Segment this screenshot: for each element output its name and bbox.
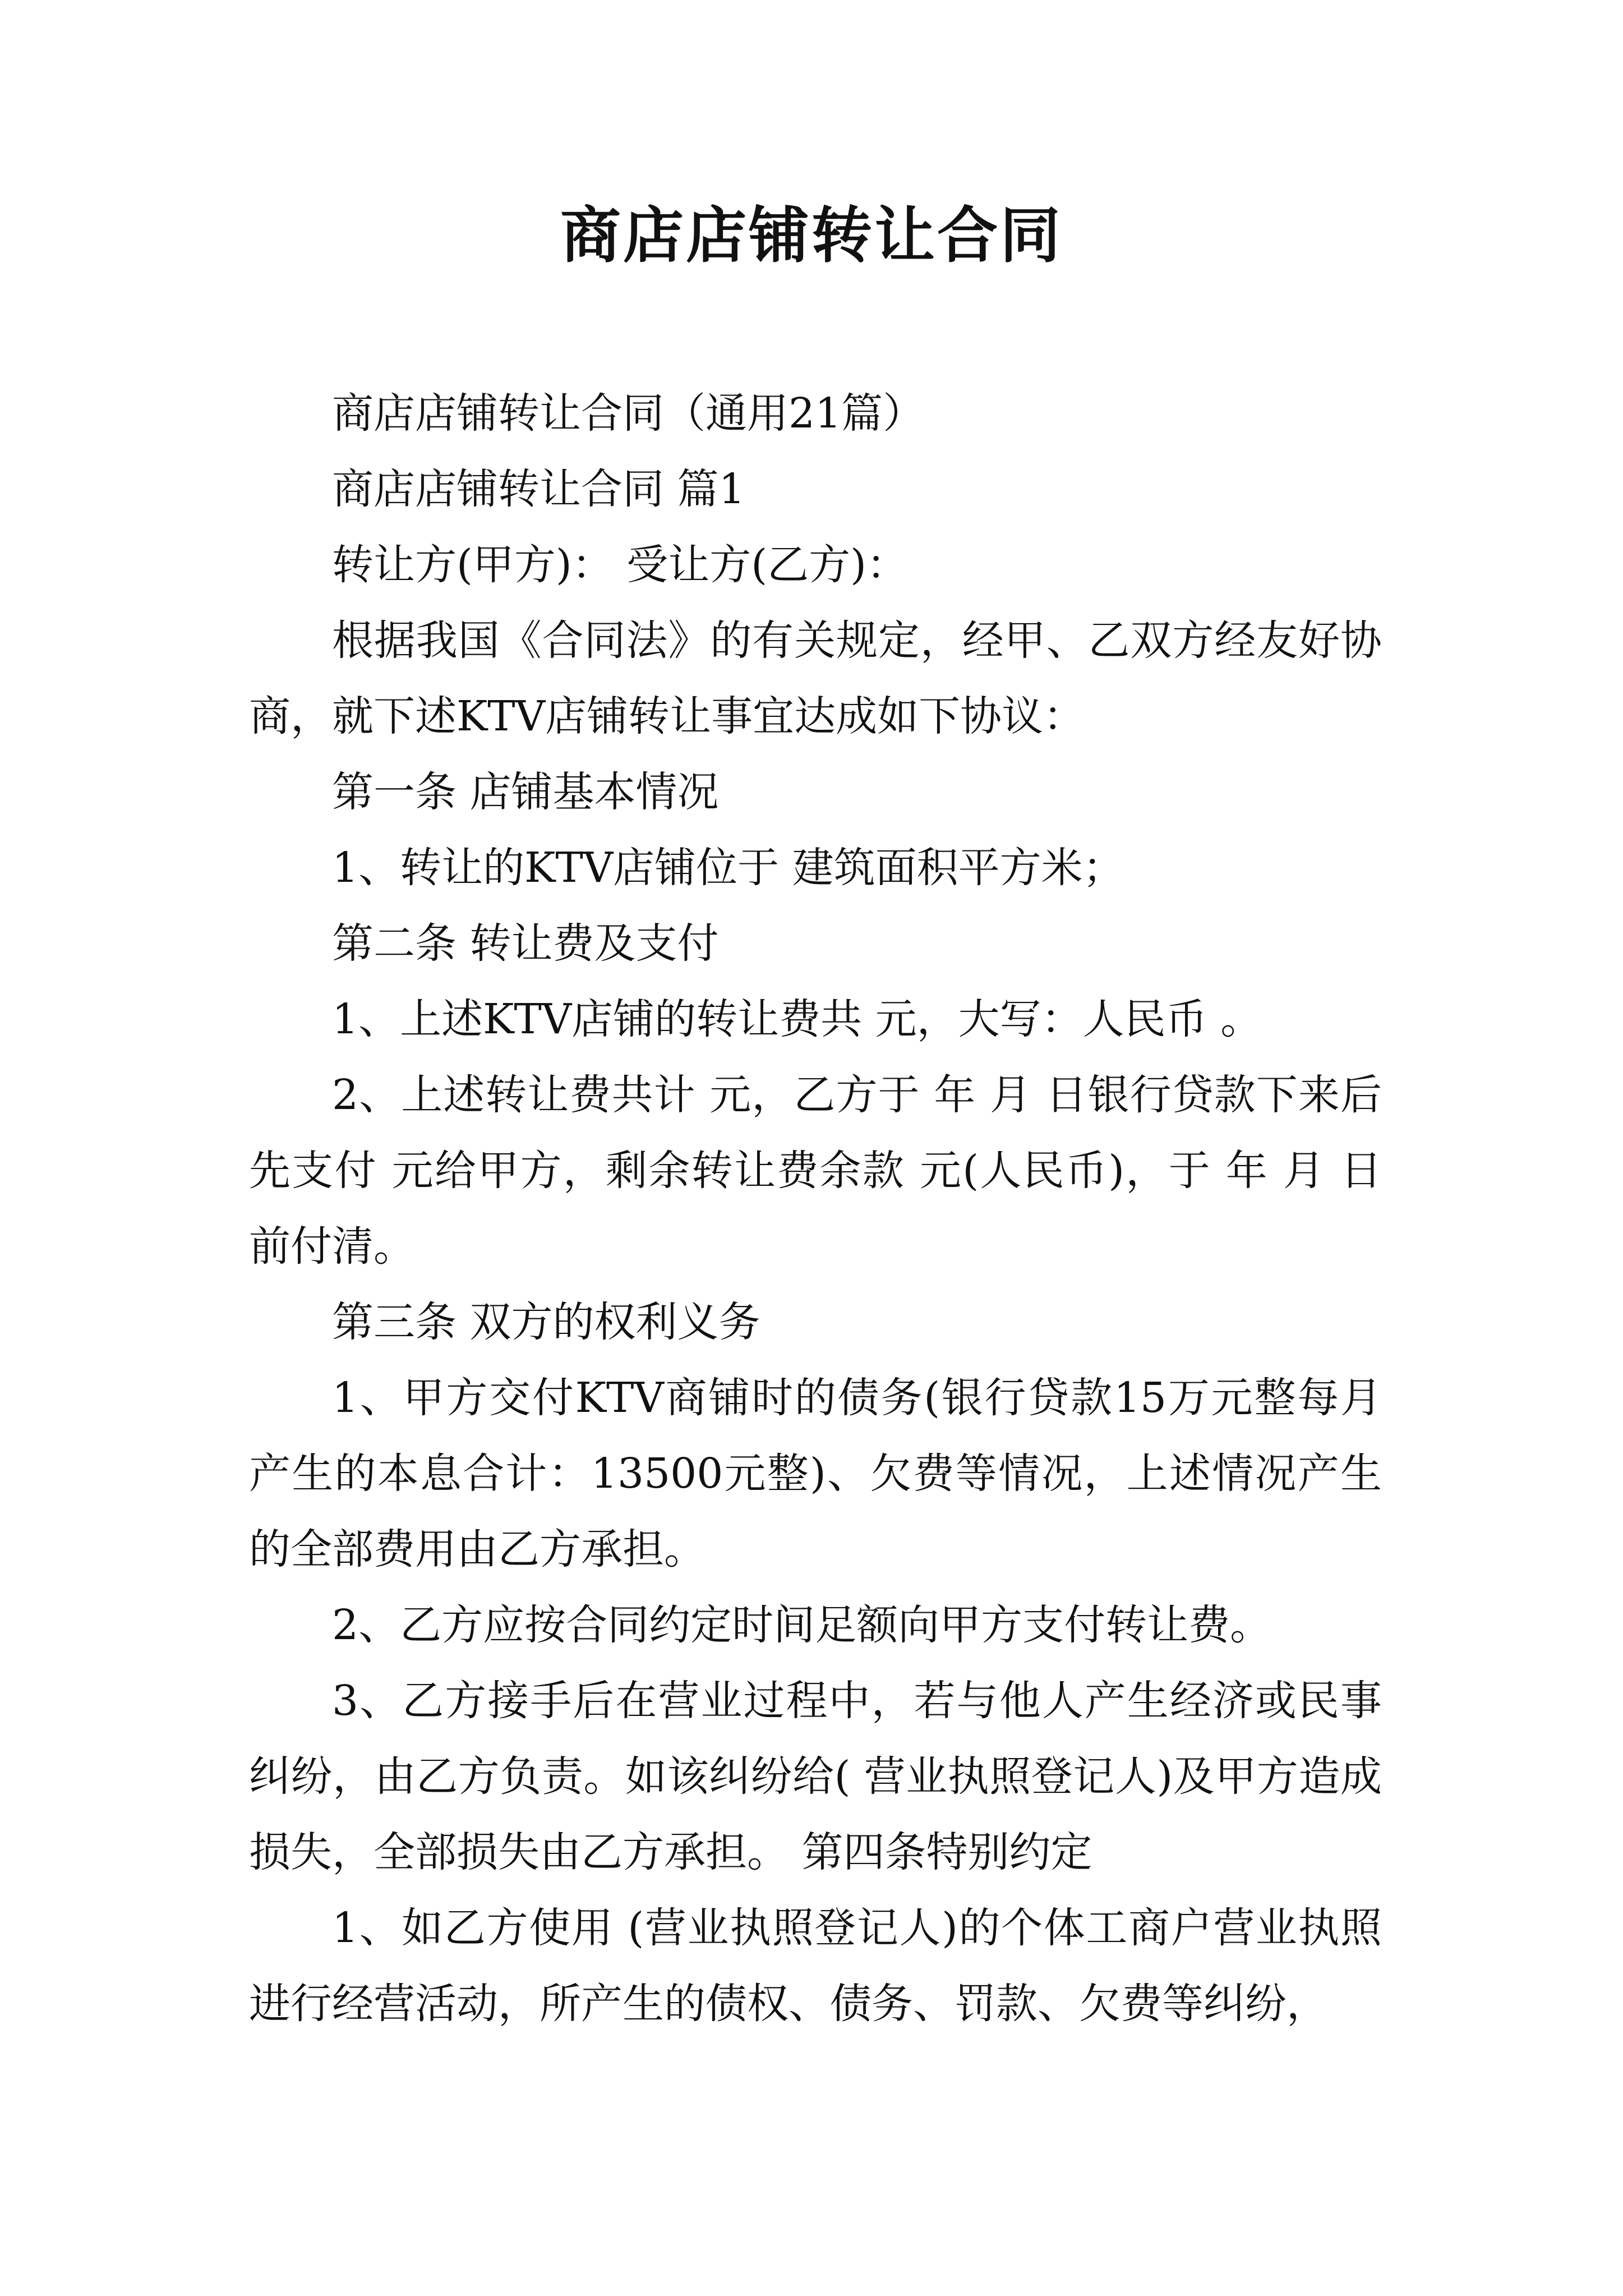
paragraph-preamble: 根据我国《合同法》的有关规定，经甲、乙双方经友好协商，就下述KTV店铺转让事宜达成如下协议： — [249, 616, 1382, 740]
paragraph-clause-1-item-1: 1、转让的KTV店铺位于 建筑面积平方米； — [332, 844, 1124, 892]
paragraph-clause-3-heading: 第三条 双方的权利义务 — [332, 1298, 760, 1346]
paragraph-subtitle: 商店店铺转让合同（通用21篇） — [332, 389, 925, 438]
paragraph-clause-4-item-1: 1、如乙方使用 (营业执照登记人)的个体工商户营业执照进行经营活动，所产生的债权、债务、罚款、欠费等纠纷， — [249, 1904, 1382, 2028]
paragraph-clause-2-item-2: 2、上述转让费共计 元，乙方于 年 月 日银行贷款下来后先支付 元给甲方，剩余转让费余款 元(人民币)，于 年 月 日前付清。 — [249, 1071, 1382, 1271]
paragraph-clause-2-item-1: 1、上述KTV店铺的转让费共 元，大写：人民币 。 — [332, 995, 1262, 1043]
paragraph-clause-1-heading: 第一条 店铺基本情况 — [332, 768, 719, 816]
paragraph-clause-3-item-1: 1、甲方交付KTV商铺时的债务(银行贷款15万元整每月产生的本息合计：13500元整)、欠费等情况，上述情况产生的全部费用由乙方承担。 — [249, 1374, 1382, 1573]
paragraph-parties: 转让方(甲方)： 受让方(乙方)： — [332, 541, 909, 589]
paragraph-clause-3-item-2: 2、乙方应按合同约定时间足额向甲方支付转让费。 — [332, 1601, 1272, 1649]
document-title: 商店店铺转让合同 — [560, 200, 1063, 271]
paragraph-article-heading: 商店店铺转让合同 篇1 — [332, 465, 745, 513]
paragraph-clause-2-heading: 第二条 转让费及支付 — [332, 919, 719, 968]
paragraph-clause-3-item-3: 3、乙方接手后在营业过程中，若与他人产生经济或民事纠纷，由乙方负责。如该纠纷给( 营业执照登记人)及甲方造成损失，全部损失由乙方承担。 第四条特别约定 — [249, 1677, 1382, 1876]
document-body — [249, 376, 1382, 2042]
